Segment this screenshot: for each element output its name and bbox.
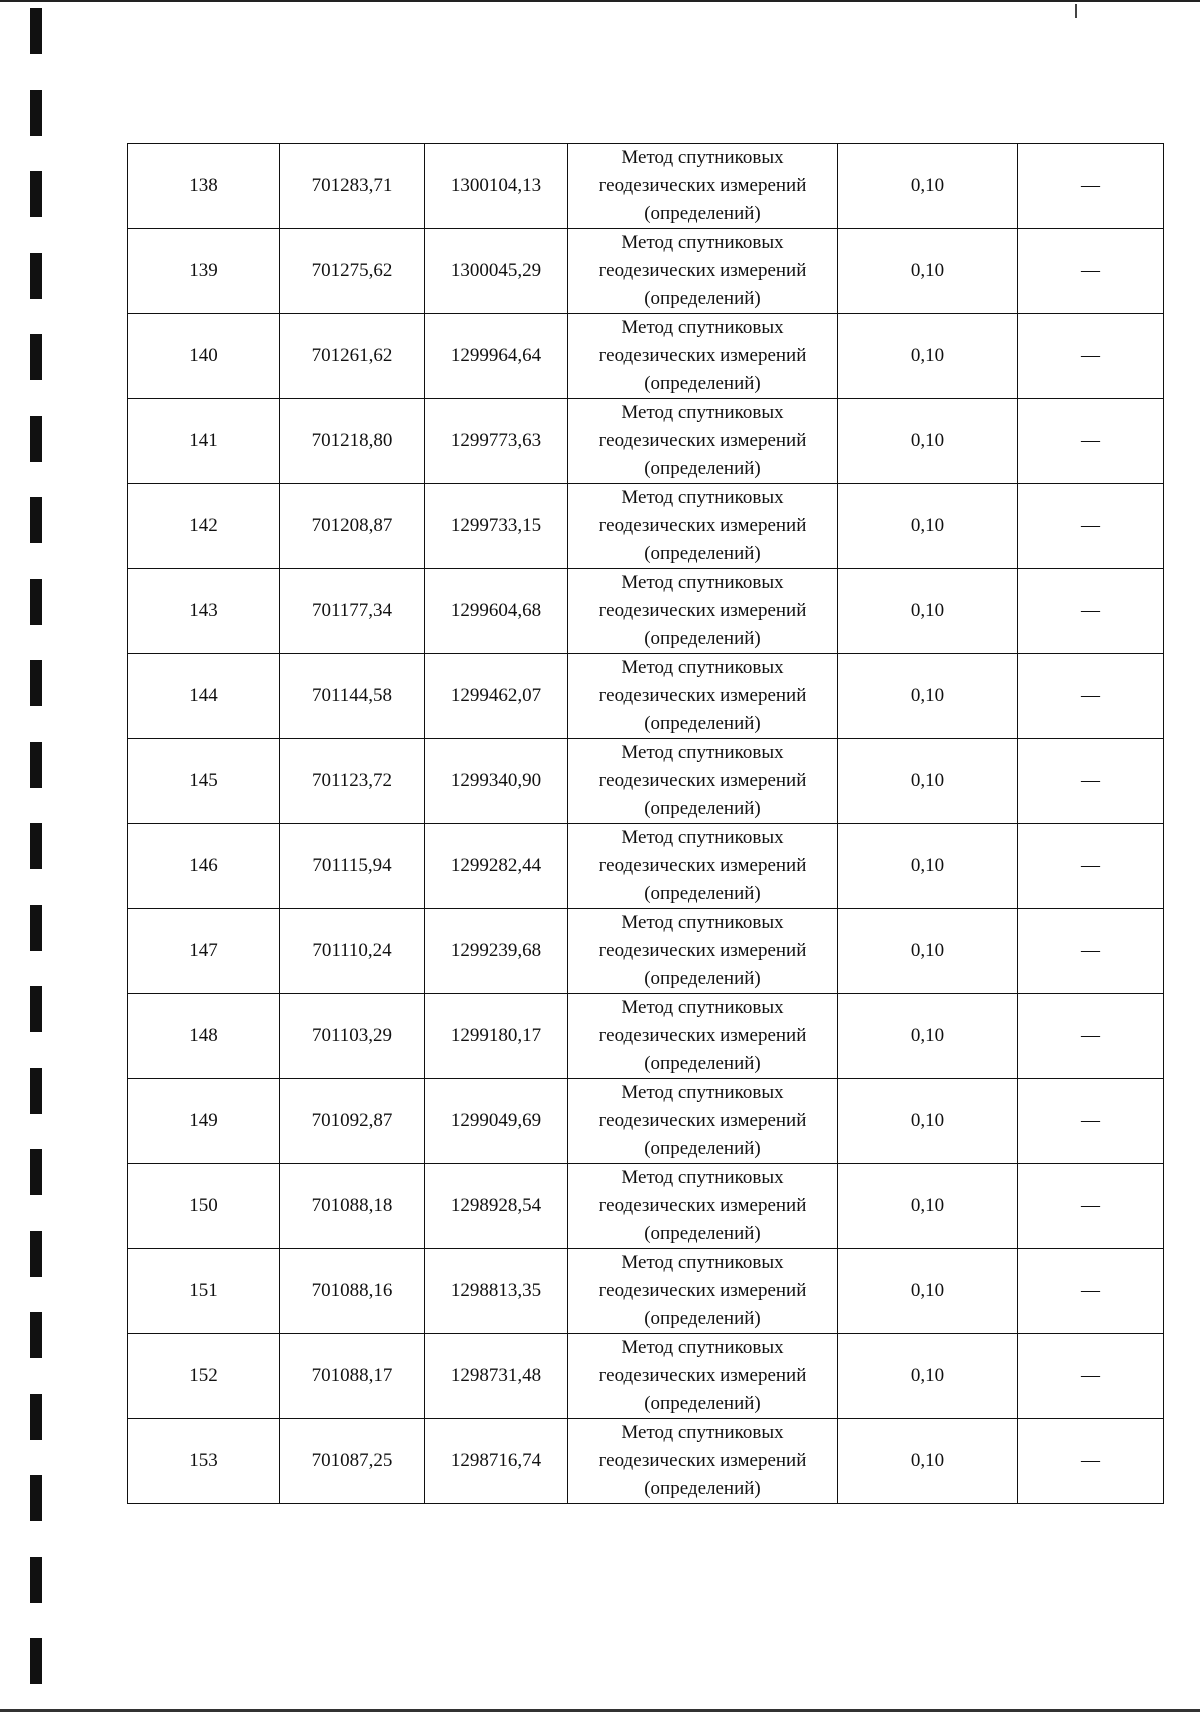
method-line: Метод спутниковых	[621, 1167, 784, 1188]
perforation-mark	[30, 1068, 42, 1114]
method-cell	[568, 654, 838, 739]
method-line: геодезических измерений	[598, 1110, 807, 1131]
method-line: Метод спутниковых	[621, 232, 784, 253]
method-line: Метод спутниковых	[621, 147, 784, 168]
y-coordinate-cell: 1299462,07	[425, 654, 568, 739]
method-line: Метод спутниковых	[621, 742, 784, 763]
description-cell: —	[1018, 739, 1164, 824]
method-cell	[568, 569, 838, 654]
method-line: Метод спутниковых	[621, 572, 784, 593]
method-line: (определений)	[644, 968, 761, 989]
x-coordinate-cell: 701110,24	[280, 909, 425, 994]
point-number-cell: 151	[128, 1249, 280, 1334]
method-line: (определений)	[644, 1308, 761, 1329]
method-line: (определений)	[644, 628, 761, 649]
method-line: геодезических измерений	[598, 1025, 807, 1046]
point-number-cell: 141	[128, 399, 280, 484]
y-coordinate-cell: 1299239,68	[425, 909, 568, 994]
x-coordinate-cell: 701115,94	[280, 824, 425, 909]
point-number-cell: 139	[128, 229, 280, 314]
x-coordinate-cell: 701087,25	[280, 1419, 425, 1504]
method-line: Метод спутниковых	[621, 1082, 784, 1103]
x-coordinate-cell: 701177,34	[280, 569, 425, 654]
y-coordinate-cell: 1299773,63	[425, 399, 568, 484]
method-line: Метод спутниковых	[621, 402, 784, 423]
perforation-mark	[30, 1394, 42, 1440]
perforation-mark	[30, 1312, 42, 1358]
y-coordinate-cell: 1299282,44	[425, 824, 568, 909]
method-cell	[568, 1419, 838, 1504]
point-number-cell: 149	[128, 1079, 280, 1164]
method-cell	[568, 314, 838, 399]
accuracy-cell: 0,10	[838, 824, 1018, 909]
y-coordinate-cell: 1298928,54	[425, 1164, 568, 1249]
x-coordinate-cell: 701103,29	[280, 994, 425, 1079]
scan-top-edge	[0, 0, 1200, 2]
method-line: геодезических измерений	[598, 260, 807, 281]
method-line: геодезических измерений	[598, 515, 807, 536]
description-cell: —	[1018, 1164, 1164, 1249]
description-cell: —	[1018, 314, 1164, 399]
description-cell: —	[1018, 909, 1164, 994]
perforation-mark	[30, 1557, 42, 1603]
perforation-mark	[30, 171, 42, 217]
point-number-cell: 142	[128, 484, 280, 569]
point-number-cell: 138	[128, 144, 280, 229]
accuracy-cell: 0,10	[838, 994, 1018, 1079]
accuracy-cell: 0,10	[838, 654, 1018, 739]
method-line: геодезических измерений	[598, 685, 807, 706]
method-line: Метод спутниковых	[621, 827, 784, 848]
x-coordinate-cell: 701092,87	[280, 1079, 425, 1164]
method-cell	[568, 909, 838, 994]
table-row	[128, 229, 1164, 314]
method-cell	[568, 229, 838, 314]
accuracy-cell: 0,10	[838, 229, 1018, 314]
perforation-mark	[30, 1475, 42, 1521]
table-row	[128, 654, 1164, 739]
method-line: Метод спутниковых	[621, 1337, 784, 1358]
point-number-cell: 150	[128, 1164, 280, 1249]
method-line: (определений)	[644, 373, 761, 394]
method-line: (определений)	[644, 288, 761, 309]
method-line: Метод спутниковых	[621, 487, 784, 508]
method-line: (определений)	[644, 543, 761, 564]
accuracy-cell: 0,10	[838, 314, 1018, 399]
method-line: геодезических измерений	[598, 770, 807, 791]
method-line: Метод спутниковых	[621, 997, 784, 1018]
perforation-mark	[30, 579, 42, 625]
y-coordinate-cell: 1298731,48	[425, 1334, 568, 1419]
perforation-mark	[30, 90, 42, 136]
method-line: (определений)	[644, 1138, 761, 1159]
y-coordinate-cell: 1299180,17	[425, 994, 568, 1079]
description-cell: —	[1018, 229, 1164, 314]
table-row	[128, 1419, 1164, 1504]
x-coordinate-cell: 701275,62	[280, 229, 425, 314]
table-row	[128, 1079, 1164, 1164]
method-line: (определений)	[644, 1223, 761, 1244]
accuracy-cell: 0,10	[838, 909, 1018, 994]
perforation-mark	[30, 905, 42, 951]
point-number-cell: 148	[128, 994, 280, 1079]
x-coordinate-cell: 701088,18	[280, 1164, 425, 1249]
description-cell: —	[1018, 824, 1164, 909]
method-line: геодезических измерений	[598, 940, 807, 961]
perforation-mark	[30, 497, 42, 543]
point-number-cell: 140	[128, 314, 280, 399]
method-line: Метод спутниковых	[621, 1422, 784, 1443]
method-line: Метод спутниковых	[621, 1252, 784, 1273]
method-line: (определений)	[644, 1393, 761, 1414]
perforation-mark	[30, 742, 42, 788]
method-line: Метод спутниковых	[621, 657, 784, 678]
method-line: (определений)	[644, 458, 761, 479]
y-coordinate-cell: 1299964,64	[425, 314, 568, 399]
accuracy-cell: 0,10	[838, 1164, 1018, 1249]
point-number-cell: 153	[128, 1419, 280, 1504]
method-cell	[568, 739, 838, 824]
y-coordinate-cell: 1299604,68	[425, 569, 568, 654]
point-number-cell: 146	[128, 824, 280, 909]
perforation-mark	[30, 1231, 42, 1277]
perforation-mark	[30, 253, 42, 299]
method-cell	[568, 1079, 838, 1164]
method-cell	[568, 824, 838, 909]
perforation-marks	[30, 0, 44, 1712]
perforation-mark	[30, 1149, 42, 1195]
point-number-cell: 152	[128, 1334, 280, 1419]
table-row	[128, 399, 1164, 484]
x-coordinate-cell: 701261,62	[280, 314, 425, 399]
description-cell: —	[1018, 1249, 1164, 1334]
method-cell	[568, 994, 838, 1079]
y-coordinate-cell: 1299340,90	[425, 739, 568, 824]
method-line: (определений)	[644, 1053, 761, 1074]
method-line: геодезических измерений	[598, 1365, 807, 1386]
point-number-cell: 144	[128, 654, 280, 739]
method-cell	[568, 1164, 838, 1249]
method-line: (определений)	[644, 883, 761, 904]
method-line: (определений)	[644, 713, 761, 734]
method-line: геодезических измерений	[598, 855, 807, 876]
y-coordinate-cell: 1298716,74	[425, 1419, 568, 1504]
method-line: геодезических измерений	[598, 1195, 807, 1216]
x-coordinate-cell: 701283,71	[280, 144, 425, 229]
accuracy-cell: 0,10	[838, 484, 1018, 569]
scan-corner-mark	[1075, 4, 1077, 18]
x-coordinate-cell: 701218,80	[280, 399, 425, 484]
accuracy-cell: 0,10	[838, 399, 1018, 484]
method-cell	[568, 144, 838, 229]
method-line: (определений)	[644, 1478, 761, 1499]
coordinates-table	[127, 143, 1164, 1504]
x-coordinate-cell: 701088,17	[280, 1334, 425, 1419]
x-coordinate-cell: 701208,87	[280, 484, 425, 569]
description-cell: —	[1018, 399, 1164, 484]
table-row	[128, 569, 1164, 654]
description-cell: —	[1018, 569, 1164, 654]
method-line: геодезических измерений	[598, 1280, 807, 1301]
table-row	[128, 314, 1164, 399]
method-line: геодезических измерений	[598, 175, 807, 196]
accuracy-cell: 0,10	[838, 739, 1018, 824]
y-coordinate-cell: 1299049,69	[425, 1079, 568, 1164]
point-number-cell: 147	[128, 909, 280, 994]
method-line: Метод спутниковых	[621, 317, 784, 338]
perforation-mark	[30, 8, 42, 54]
method-cell	[568, 484, 838, 569]
y-coordinate-cell: 1299733,15	[425, 484, 568, 569]
method-cell	[568, 1334, 838, 1419]
accuracy-cell: 0,10	[838, 144, 1018, 229]
x-coordinate-cell: 701088,16	[280, 1249, 425, 1334]
perforation-mark	[30, 334, 42, 380]
description-cell: —	[1018, 144, 1164, 229]
accuracy-cell: 0,10	[838, 1249, 1018, 1334]
y-coordinate-cell: 1300104,13	[425, 144, 568, 229]
accuracy-cell: 0,10	[838, 569, 1018, 654]
description-cell: —	[1018, 994, 1164, 1079]
perforation-mark	[30, 986, 42, 1032]
perforation-mark	[30, 823, 42, 869]
perforation-mark	[30, 1638, 42, 1684]
table-row	[128, 144, 1164, 229]
accuracy-cell: 0,10	[838, 1419, 1018, 1504]
perforation-mark	[30, 416, 42, 462]
perforation-mark	[30, 660, 42, 706]
description-cell: —	[1018, 484, 1164, 569]
table-row	[128, 484, 1164, 569]
table-row	[128, 1334, 1164, 1419]
accuracy-cell: 0,10	[838, 1079, 1018, 1164]
description-cell: —	[1018, 1334, 1164, 1419]
method-line: (определений)	[644, 798, 761, 819]
method-cell	[568, 1249, 838, 1334]
method-line: геодезических измерений	[598, 430, 807, 451]
x-coordinate-cell: 701123,72	[280, 739, 425, 824]
table-row	[128, 909, 1164, 994]
accuracy-cell: 0,10	[838, 1334, 1018, 1419]
table-row	[128, 1164, 1164, 1249]
description-cell: —	[1018, 1079, 1164, 1164]
y-coordinate-cell: 1300045,29	[425, 229, 568, 314]
method-line: геодезических измерений	[598, 345, 807, 366]
method-cell	[568, 399, 838, 484]
description-cell: —	[1018, 1419, 1164, 1504]
table-row	[128, 824, 1164, 909]
method-line: геодезических измерений	[598, 1450, 807, 1471]
method-line: (определений)	[644, 203, 761, 224]
table-row	[128, 994, 1164, 1079]
description-cell: —	[1018, 654, 1164, 739]
method-line: Метод спутниковых	[621, 912, 784, 933]
point-number-cell: 143	[128, 569, 280, 654]
table-row	[128, 739, 1164, 824]
table-row	[128, 1249, 1164, 1334]
x-coordinate-cell: 701144,58	[280, 654, 425, 739]
y-coordinate-cell: 1298813,35	[425, 1249, 568, 1334]
point-number-cell: 145	[128, 739, 280, 824]
method-line: геодезических измерений	[598, 600, 807, 621]
